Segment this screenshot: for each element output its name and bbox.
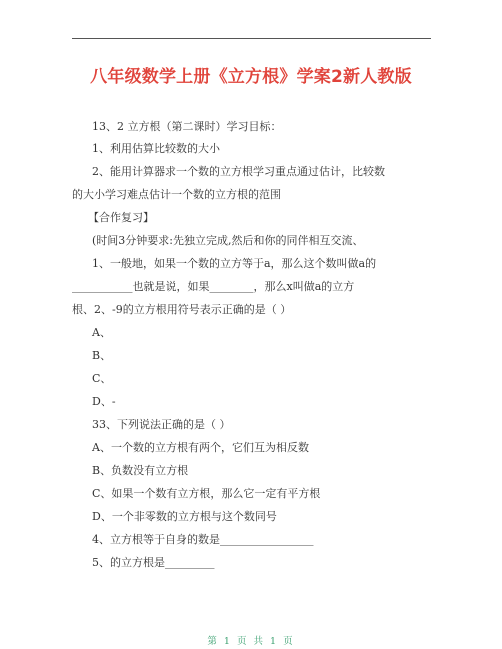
option-b: B、 <box>92 349 112 362</box>
q3-option-d: D、一个非零数的立方根与这个数同号 <box>92 510 277 523</box>
option-c: C、 <box>92 372 112 385</box>
objectives-heading: 13、2 立方根（第二课时）学习目标： <box>92 120 282 133</box>
page-title: 八年级数学上册《立方根》学案2新人教版 <box>90 67 412 87</box>
question-1: 1、一般地，如果一个数的立方等于a，那么这个数叫做a的 <box>92 257 377 270</box>
option-d: D、- <box>92 395 116 408</box>
q3-option-b: B、负数没有立方根 <box>92 464 189 477</box>
header-rule <box>72 38 431 39</box>
section-heading: 【合作复习】 <box>88 211 154 224</box>
question-2: 根、2、-9的立方根用符号表示正确的是（ ） <box>72 303 292 316</box>
question-4: 4、立方根等于自身的数是_________________ <box>92 533 314 546</box>
objective-2-cont: 的大小学习难点估计一个数的立方根的范围 <box>72 188 281 201</box>
page-number: 第 1 页 共 1 页 <box>207 636 295 647</box>
question-3: 33、下列说法正确的是（ ） <box>92 418 231 431</box>
q3-option-a: A、一个数的立方根有两个，它们互为相反数 <box>92 441 309 454</box>
option-a: A、 <box>92 326 111 339</box>
objective-1: 1、利用估算比较数的大小 <box>92 142 220 155</box>
question-1-blanks: ___________也就是说，如果________，那么x叫做a的立方 <box>72 280 355 293</box>
question-5: 5、的立方根是_________ <box>92 556 215 569</box>
objective-2: 2、能用计算器求一个数的立方根学习重点通过估计，比较数 <box>92 165 385 178</box>
q3-option-c: C、如果一个数有立方根，那么它一定有平方根 <box>92 487 321 500</box>
time-instruction: (时间3分钟要求:先独立完成,然后和你的同伴相互交流、 <box>92 234 364 247</box>
